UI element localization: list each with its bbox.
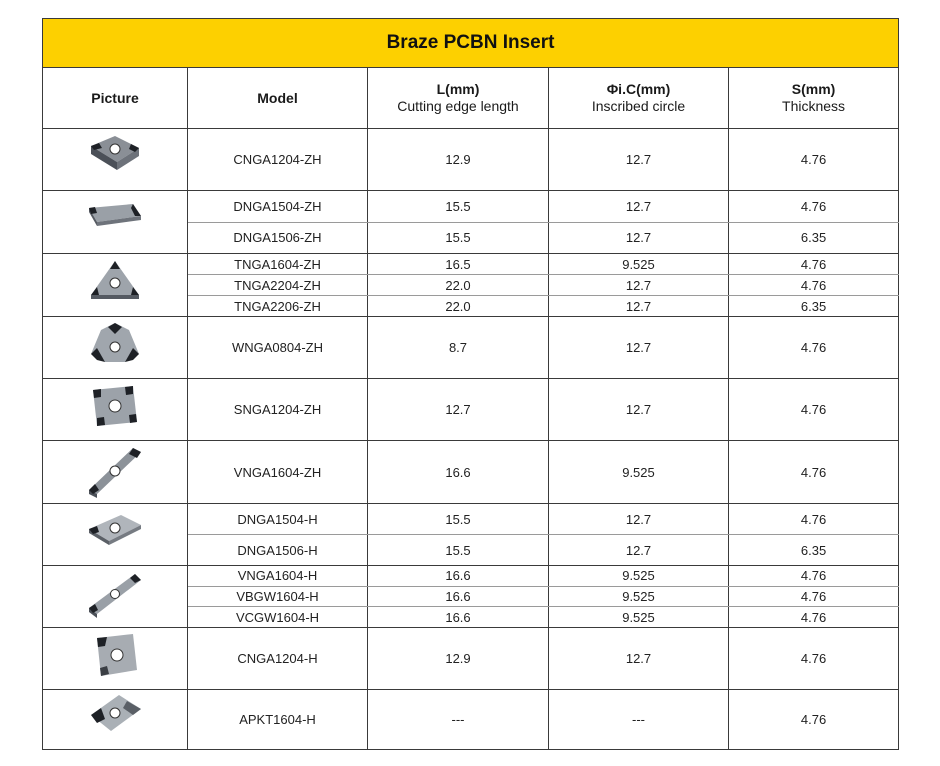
header-s-main: S(mm) — [791, 81, 836, 97]
cutting-edge-length-cell: 15.5 — [368, 535, 549, 566]
thickness-cell: 4.76 — [729, 191, 899, 223]
inscribed-circle-cell: 12.7 — [549, 535, 729, 566]
table-row — [43, 441, 899, 504]
header-l-main: L(mm) — [436, 81, 480, 97]
inscribed-circle-cell: 9.525 — [549, 607, 729, 628]
table-body — [43, 129, 899, 750]
inscribed-circle-cell: 9.525 — [549, 441, 729, 504]
table-row — [43, 566, 899, 587]
inscribed-circle-cell: 9.525 — [549, 254, 729, 275]
cutting-edge-length-cell: 16.6 — [368, 607, 549, 628]
header-ic-sub: Inscribed circle — [591, 98, 686, 114]
cutting-edge-length-cell: 16.6 — [368, 566, 549, 587]
dnga-rhombus-insert-icon — [85, 194, 145, 250]
model-cell: VBGW1604-H — [188, 586, 368, 607]
model-cell: DNGA1506-H — [188, 535, 368, 566]
model-cell: VNGA1604-ZH — [188, 441, 368, 504]
inscribed-circle-cell: 12.7 — [549, 504, 729, 535]
cutting-edge-length-cell: 16.6 — [368, 441, 549, 504]
header-s-sub: Thickness — [782, 98, 846, 114]
model-cell: DNGA1504-ZH — [188, 191, 368, 223]
table-row — [43, 317, 899, 379]
model-cell: CNGA1204-H — [188, 627, 368, 689]
inscribed-circle-cell: 9.525 — [549, 586, 729, 607]
tnga-triangle-insert-icon — [85, 257, 145, 313]
dnga-h-rhombus-insert-icon — [85, 507, 145, 563]
thickness-cell: 4.76 — [729, 566, 899, 587]
insert-picture-cell — [43, 441, 188, 504]
table-row — [43, 129, 899, 191]
model-cell: CNGA1204-ZH — [188, 129, 368, 191]
insert-picture-cell — [43, 627, 188, 689]
inscribed-circle-cell: 12.7 — [549, 275, 729, 296]
model-cell: DNGA1504-H — [188, 504, 368, 535]
cnga-rhombus-insert-icon — [85, 132, 145, 188]
model-cell: TNGA2206-ZH — [188, 296, 368, 317]
table-row — [43, 379, 899, 441]
insert-picture-cell — [43, 191, 188, 254]
thickness-cell: 4.76 — [729, 504, 899, 535]
table-row — [43, 627, 899, 689]
header-cutting-edge-length — [368, 68, 549, 129]
thickness-cell: 6.35 — [729, 535, 899, 566]
model-cell: SNGA1204-ZH — [188, 379, 368, 441]
thickness-cell: 4.76 — [729, 254, 899, 275]
inscribed-circle-cell: 12.7 — [549, 296, 729, 317]
inscribed-circle-cell: 12.7 — [549, 129, 729, 191]
thickness-cell: 6.35 — [729, 296, 899, 317]
model-cell: VCGW1604-H — [188, 607, 368, 628]
insert-picture-cell — [43, 317, 188, 379]
header-picture: Picture — [43, 68, 188, 129]
header-model: Model — [188, 68, 368, 129]
product-spec-sheet — [42, 18, 898, 750]
table-title: Braze PCBN Insert — [43, 19, 899, 68]
cutting-edge-length-cell: 15.5 — [368, 191, 549, 223]
thickness-cell: 4.76 — [729, 607, 899, 628]
thickness-cell: 4.76 — [729, 275, 899, 296]
wnga-trigon-insert-icon — [85, 320, 145, 376]
vnga-h-diamond-insert-icon — [85, 568, 145, 624]
cutting-edge-length-cell: --- — [368, 689, 549, 749]
thickness-cell: 4.76 — [729, 317, 899, 379]
cutting-edge-length-cell: 16.6 — [368, 586, 549, 607]
thickness-cell: 4.76 — [729, 129, 899, 191]
thickness-cell: 4.76 — [729, 627, 899, 689]
header-inscribed-circle — [549, 68, 729, 129]
table-row — [43, 254, 899, 275]
inscribed-circle-cell: 9.525 — [549, 566, 729, 587]
model-cell: APKT1604-H — [188, 689, 368, 749]
cutting-edge-length-cell: 12.7 — [368, 379, 549, 441]
table-row — [43, 191, 899, 223]
table-row — [43, 689, 899, 749]
cutting-edge-length-cell: 22.0 — [368, 275, 549, 296]
inscribed-circle-cell: 12.7 — [549, 317, 729, 379]
thickness-cell: 4.76 — [729, 586, 899, 607]
model-cell: TNGA2204-ZH — [188, 275, 368, 296]
inscribed-circle-cell: --- — [549, 689, 729, 749]
cutting-edge-length-cell: 8.7 — [368, 317, 549, 379]
cutting-edge-length-cell: 22.0 — [368, 296, 549, 317]
snga-square-insert-icon — [85, 382, 145, 438]
thickness-cell: 4.76 — [729, 689, 899, 749]
cutting-edge-length-cell: 16.5 — [368, 254, 549, 275]
inscribed-circle-cell: 12.7 — [549, 222, 729, 254]
table-row — [43, 504, 899, 535]
insert-picture-cell — [43, 689, 188, 749]
insert-picture-cell — [43, 504, 188, 566]
cnga-h-rhombus-insert-icon — [85, 630, 145, 686]
apkt-parallelogram-insert-icon — [85, 691, 145, 747]
cutting-edge-length-cell: 12.9 — [368, 129, 549, 191]
thickness-cell: 6.35 — [729, 222, 899, 254]
thickness-cell: 4.76 — [729, 441, 899, 504]
inscribed-circle-cell: 12.7 — [549, 379, 729, 441]
cutting-edge-length-cell: 15.5 — [368, 222, 549, 254]
inscribed-circle-cell: 12.7 — [549, 627, 729, 689]
header-thickness — [729, 68, 899, 129]
thickness-cell: 4.76 — [729, 379, 899, 441]
header-ic-main: Φi.C(mm) — [606, 81, 671, 97]
inscribed-circle-cell: 12.7 — [549, 191, 729, 223]
model-cell: WNGA0804-ZH — [188, 317, 368, 379]
insert-picture-cell — [43, 254, 188, 317]
insert-picture-cell — [43, 566, 188, 628]
model-cell: VNGA1604-H — [188, 566, 368, 587]
cutting-edge-length-cell: 12.9 — [368, 627, 549, 689]
cutting-edge-length-cell: 15.5 — [368, 504, 549, 535]
model-cell: TNGA1604-ZH — [188, 254, 368, 275]
model-cell: DNGA1506-ZH — [188, 222, 368, 254]
insert-spec-table — [42, 18, 899, 750]
header-l-sub: Cutting edge length — [397, 98, 519, 114]
vnga-diamond-insert-icon — [85, 444, 145, 500]
insert-picture-cell — [43, 379, 188, 441]
insert-picture-cell — [43, 129, 188, 191]
